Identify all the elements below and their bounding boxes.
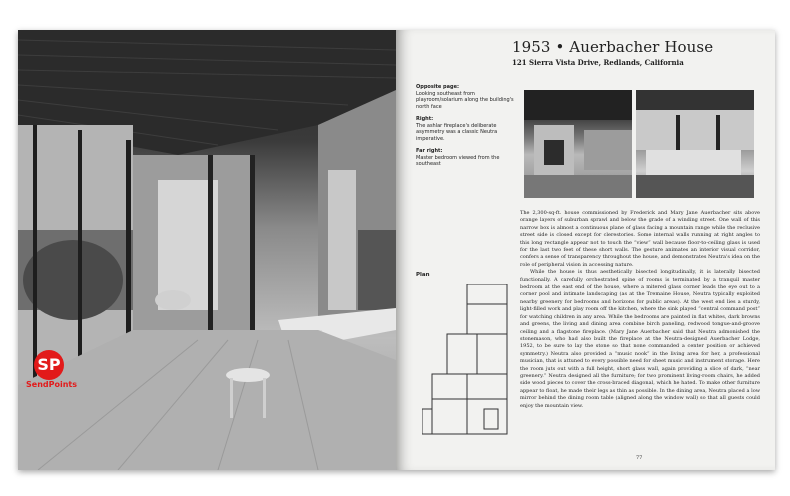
page-title: 1953 • Auerbacher House [512, 38, 714, 56]
book-spread [18, 30, 775, 470]
caption-text: Master bedroom viewed from the southeast [416, 154, 500, 167]
caption-far-right [416, 148, 516, 168]
left-page-photo [18, 30, 396, 470]
paragraph: The 2,300-sq-ft. house commissioned by Frederick and Mary Jane Auerbacher sits above orange layers of suburban sprawl and below the grade of a winding street. One wall of this narrow box is almost a continuous plane of glass facing a mountain range while the reclusive street side is closed except for clerestories. Some internal walls running at right angles to this long rectangle appear not to touch the “view” wall because floor-to-ceiling glass is used for the last two feet of these short walls. The gesture animates an interior visual corridor, confers a sense of transparency throughout the house, and demonstrates Neutra's idea on the role of peripheral vision in accessing nature. [520, 210, 760, 268]
sendpoints-logo [26, 350, 86, 390]
bedroom-photo [636, 90, 754, 198]
caption-text: Looking southeast from playroom/solarium along the building's north face [416, 90, 514, 110]
interior-photo [18, 30, 396, 470]
logo-name: SendPoints [26, 380, 77, 389]
paragraph: While the house is thus aesthetically bisected longitudinally, it is laterally bisected functionally. A carefully orchestrated spine of rooms is terminated by a tranquil master bedroom at the east end of the house, where a mitered glass corner leads the eye out to a corner pool and intimate landscaping (as at the Tremaine House, Neutra typically exploited nearby greenery for bedrooms and horizons for public areas). At the west end lies a sturdy, light-filled work and play room off the kitchen, where the sink played “central command post” for watching children in any area. While the bedrooms are painted in flat whites, dark browns and greens, the living and dining area combine birch paneling, redwood tongue-and-groove ceiling and a flagstone fireplace. (Mary Jane Auerbacher said that Neutra admonished the stonemason, who had also built the fireplace at the Neutra-designed Auerbacher Lodge, 1952, to be sure to lay the stone so that none commanded a center position or achieved symmetry.) Neutra also provided a “music nook” in the living area for her, a professional musician, that is attuned to every possible need for sheet music and instrument storage. Here the room juts out with a full height, short glass wall, again providing a slice of dark, “near greenery.” Neutra designed all the furniture; for two prominent living-room chairs, he added side wood pieces to cover the cross-braced diagonal, which he hated. To make other furniture appear to float, he made their legs as thin as possible. In the dining area, Neutra placed a low mirror behind the dining room table (aligned along the window wall) so that all guests could enjoy the mountain view. [520, 269, 760, 409]
fireplace-photo [524, 90, 632, 198]
page-number: 77 [636, 455, 643, 461]
caption-title: Opposite page: [416, 84, 459, 90]
floor-plan [422, 284, 517, 439]
caption-right [416, 116, 516, 142]
plan-label: Plan [416, 272, 430, 278]
caption-title: Far right: [416, 148, 443, 154]
caption-title: Right: [416, 116, 434, 122]
address: 121 Sierra Vista Drive, Redlands, California [512, 58, 684, 67]
captions [416, 84, 516, 174]
logo-mark: SP [34, 350, 64, 380]
caption-text: The ashlar fireplace's deliberate asymmetry was a classic Neutra imperative. [416, 122, 498, 142]
right-page [396, 30, 775, 470]
body-text [520, 210, 760, 410]
caption-opposite [416, 84, 516, 110]
